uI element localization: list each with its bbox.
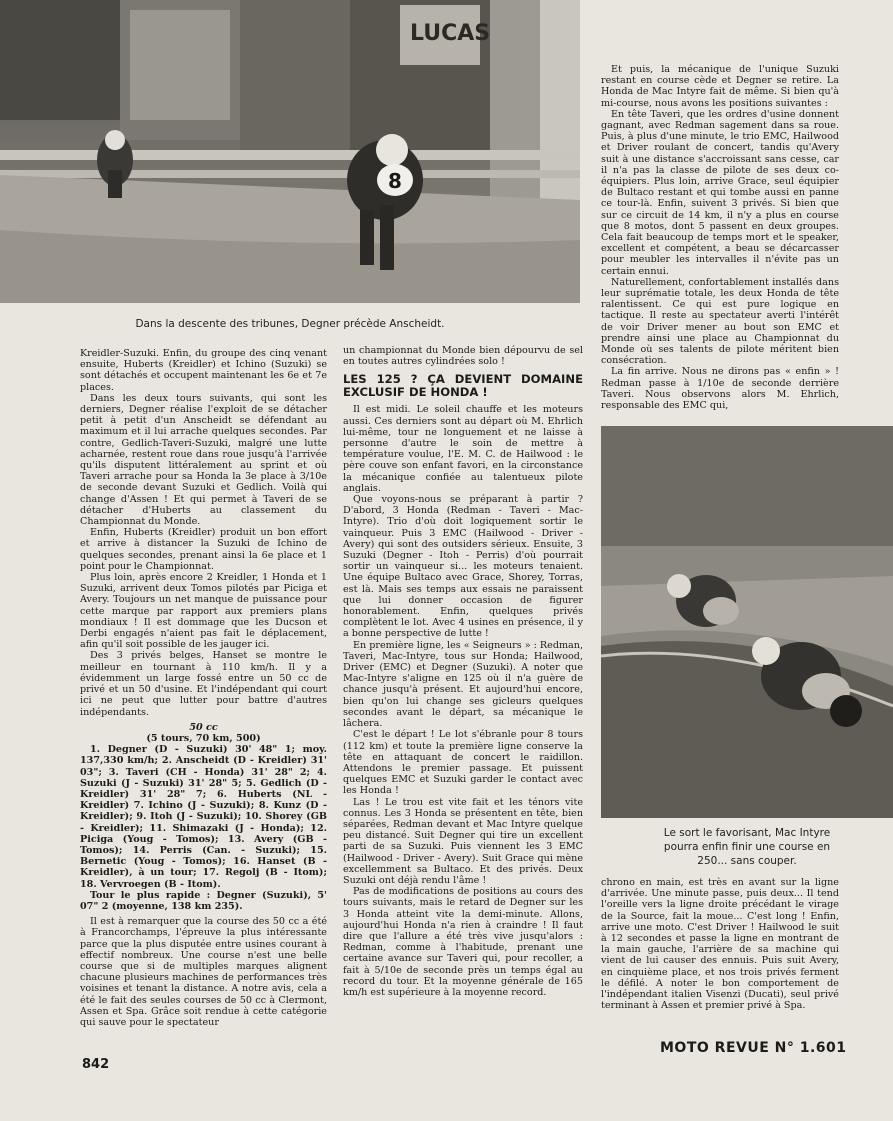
caption-line-1: Le sort le favorisant, Mac Intyre [663,827,831,839]
col1-paragraph: Enfin, Huberts (Kreidler) produit un bon effort et arrive à distancer la Suzuki de Ichino de quelques secondes, prenant ainsi la 6e place et 1 point pour le Championnat. [80,527,327,572]
col2-paragraph: Que voyons-nous se préparant à partir ? D'abord, 3 Honda (Redman - Taveri - Mac-Intyre). Trio d'où doit logiquement sortir le vainqueur. Puis 3 EMC (Hailwood - Driver - Avery) qui sont des outsiders sérieux. Ensuite, 3 Suzuki (Degner - Itoh - Perris) d'où pourrait sortir un vainqueur si... les moteurs tenaient. Une équipe Bultaco avec Grace, Shorey, Torras, est là. Mais ses temps aux essais ne paraissent que lui donner occasion de figurer honorablement. Enfin, quelques privés complètent le lot. Avec 4 usines en présence, il y a bonne perspective de lutte ! [343,494,583,640]
col2-paragraph: Pas de modifications de positions au cours des tours suivants, mais le retard de Degner sur les 3 Honda atteint vite la demi-minute. Allons, aujourd'hui Honda n'a rien à craindre ! Il faut dire que l'allure a été très vive jusqu'alors : Redman, comme à l'habitude, prenant une certaine avance sur Taveri qui, pour recoller, a fait à 5/10e de seconde près un temps égal au record du tour. Et la moyenne générale de 165 km/h est supérieure à la moyenne record. [343,886,583,998]
column-1 [80,348,327,1028]
col2-paragraph: C'est le départ ! Le lot s'ébranle pour 8 tours (112 km) et toute la première ligne conserve la tête en attaquant de concert le raidillon. Attendons le premier passage. Et puissent quelques EMC et Suzuki garder le contact avec les Honda ! [343,729,583,797]
fastest-lap: Tour le plus rapide : Degner (Suzuki), 5' 07" 2 (moyenne, 138 km 235). [80,889,327,912]
col3-paragraph: La fin arrive. Nous ne dirons pas « enfin » ! Redman passe à 1/10e de seconde derrière Taveri. Nous observons alors M. Ehrlich, responsable des EMC qui, [601,366,839,412]
caption-line-2: pourra enfin finir une course en [663,841,831,853]
results-list: 1. Degner (D - Suzuki) 30' 48" 1; moy. 137,330 km/h; 2. Anscheidt (D - Kreidler) 31' 03"; 3. Taveri (CH - Honda) 31' 28" 2; 4. Suzuki (J - Suzuki) 31' 28" 5; 5. Gedlich (D - Kreidler) 31' 28" 7; 6. Huberts (NL - Kreidler) 7. Ichino (J - Suzuki); 8. Kunz (D - Kreidler); 9. Itoh (J - Suzuki); 10. Shorey (GB - Kreidler); 11. Shimazaki (J - Honda); 12. Piciga (Youg - Tomos); 13. Avery (GB - Tomos); 14. Perris (Can. - Suzuki); 15. Bernetic (Youg - Tomos); 16. Hanset (B - Kreidler), à un tour; 17. Regolj (B - Itom); 18. Vervroegen (B - Itom). [80,744,327,890]
top-photo-caption: Dans la descente des tribunes, Degner précède Anscheidt. [135,318,445,330]
lucas-banner: LUCAS [410,21,491,46]
col3-paragraph: Et puis, la mécanique de l'unique Suzuki restant en course cède et Degner se retire. La Honda de Mac Intyre fait de même. Si bien qu'à mi-course, nous avons les positions suivantes : [601,64,839,109]
caption-line-3: 250... sans couper. [697,855,797,867]
section-heading-125: LES 125 ? ÇA DEVIENT DOMAINE EXCLUSIF DE HONDA ! [343,372,583,400]
col3-paragraph: chrono en main, est très en avant sur la ligne d'arrivée. Une minute passe, puis deux... Il tend l'oreille vers la ligne droite précédant le virage de la Source, fait la moue... C'est long ! Enfin, arrive une moto. C'est Driver ! Hailwood le suit à 12 secondes et passe la ligne en montrant de la main gauche, l'arrière de sa machine qui vient de lui causer des ennuis. Puis suit Avery, en cinquième place, et nos trois privés ferment le défilé. A noter le bon comportement de l'indépendant italien Visenzi (Ducati), seul privé terminant à Assen et premier privé à Spa. [601,877,839,1012]
race-photo-mac-intyre [601,426,893,818]
results-class: 50 cc [189,721,218,733]
race-number: 8 [388,169,402,193]
magazine-footer: MOTO REVUE N° 1.601 [660,1040,847,1056]
col3-paragraph: En tête Taveri, que les ordres d'usine donnent gagnant, avec Redman sagement dans sa roue. Puis, à plus d'une minute, le trio EMC, Hailwood et Driver roulant de concert, tandis qu'Avery suit à une distance s'accroissant sans cesse, car il n'a pas la classe de pilote de ses deux co-équipiers. Plus loin, arrive Grace, seul équipier de Bultaco restant et qui tombe aussi en panne ce tour-là. Enfin, suivent 3 privés. Si bien que sur ce circuit de 14 km, il n'y a plus en course que 8 motos, dont 5 passent en deux groupes. Cela fait beaucoup de temps mort et le speaker, excellent et compétent, a beau se décarcasser pour meubler les intervalles il n'évite pas un certain ennui. [601,108,839,277]
col1-paragraph: Plus loin, après encore 2 Kreidler, 1 Honda et 1 Suzuki, arrivent deux Tomos pilotés par Piciga et Avery. Toujours un net manque de puissance pour cette marque par rapport aux premiers plans mondiaux ! Il est dommage que les Ducson et Derbi engagés n'aient pas fait le déplacement, afin qu'il soit possible de les jauger ici. [80,572,327,651]
page-number: 842 [82,1057,110,1072]
column-3-continued [601,877,839,1011]
race-photo-degner [0,0,580,303]
col1-paragraph: Des 3 privés belges, Hanset se montre le meilleur en tournant à 110 km/h. Il y a évidemment un large fossé entre un 50 cc de privé et un 50 d'usine. Et l'indépendant qui court ici ne peut que lutter pour battre d'autres indépendants. [80,650,327,718]
right-photo-caption [601,826,893,868]
col2-paragraph: un championnat du Monde bien dépourvu de sel en toutes autres cylindrées solo ! [343,345,583,368]
col1-paragraph: Il est à remarquer que la course des 50 cc a été à Francorchamps, l'épreuve la plus intéressante parce que la plus disputée entre usines courant à effectif nombreux. Une course n'est une belle course que si de multiples marques alignent chacune plusieurs machines de performances très voisines et tenant la distance. A notre avis, cela a été le fait des seules courses de 50 cc à Clermont, Assen et Spa. Grâce soit rendue à cette catégorie qui sauve pour le spectateur [80,916,327,1028]
column-3 [601,64,839,411]
top-photo [0,0,580,303]
col1-paragraph: Dans les deux tours suivants, qui sont les derniers, Degner réalise l'exploit de se détacher petit à petit d'un Anscheidt se défendant au maximum et il lui arrache quelques secondes. Par contre, Gedlich-Taveri-Suzuki, malgré une lutte acharnée, restent roue dans roue jusqu'à l'arrivée qu'ils disputent littéralement au sprint et où Taveri arrache pour sa Honda la 3e place à 3/10e de seconde devant Suzuki et Gedlich. Voilà qui change d'Assen ! Et qui permet à Taveri de se détacher d'Huberts au classement du Championnat du Monde. [80,392,327,528]
col2-paragraph: Il est midi. Le soleil chauffe et les moteurs aussi. Ces derniers sont au départ où M. Ehrlich lui-même, tour ne longuement et ne laisse à personne d'autre le soin de mettre à température voulue, l'E. M. C. de Hailwood : le père couve son enfant favori, en la circonstance la mécanique confiée au talentueux pilote anglais. [343,404,583,494]
col1-paragraph: Kreidler-Suzuki. Enfin, du groupe des cinq venant ensuite, Huberts (Kreidler) et Ichino (Suzuki) se sont détachés et occupent maintenant les 6e et 7e places. [80,348,327,393]
col3-paragraph: Naturellement, confortablement installés dans leur suprématie totale, les deux Honda de tête ralentissent. Ce qui est pure logique en tactique. Il reste au spectateur averti l'intérêt de voir Driver mener au bout son EMC et prendre ainsi une place au Championnat du Monde où ses talents de pilote méritent bien consécration. [601,276,839,367]
right-photo [601,426,893,818]
col2-paragraph: En première ligne, les « Seigneurs » : Redman, Taveri, Mac-Intyre, tous sur Honda; Hailwood, Driver (EMC) et Degner (Suzuki). A noter que Mac-Intyre s'aligne en 125 où il n'a guère de chance jusqu'à présent. Et aujourd'hui encore, bien qu'on lui change ses gicleurs quelques secondes avant le départ, sa mécanique le lâchera. [343,639,584,730]
column-2 [343,345,583,998]
col2-paragraph: Las ! Le trou est vite fait et les ténors vite connus. Les 3 Honda se présentent en tête, bien séparées, Redman devant et Mac Intyre quelque peu distancé. Suit Degner qui tire un excellent parti de sa Suzuki. Puis viennent les 3 EMC (Hailwood - Driver - Avery). Suit Grace qui mène excellemment sa Bultaco. Et des privés. Deux Suzuki ont déjà rendu l'âme ! [343,796,583,886]
results-details: (5 tours, 70 km, 500) [146,732,261,744]
